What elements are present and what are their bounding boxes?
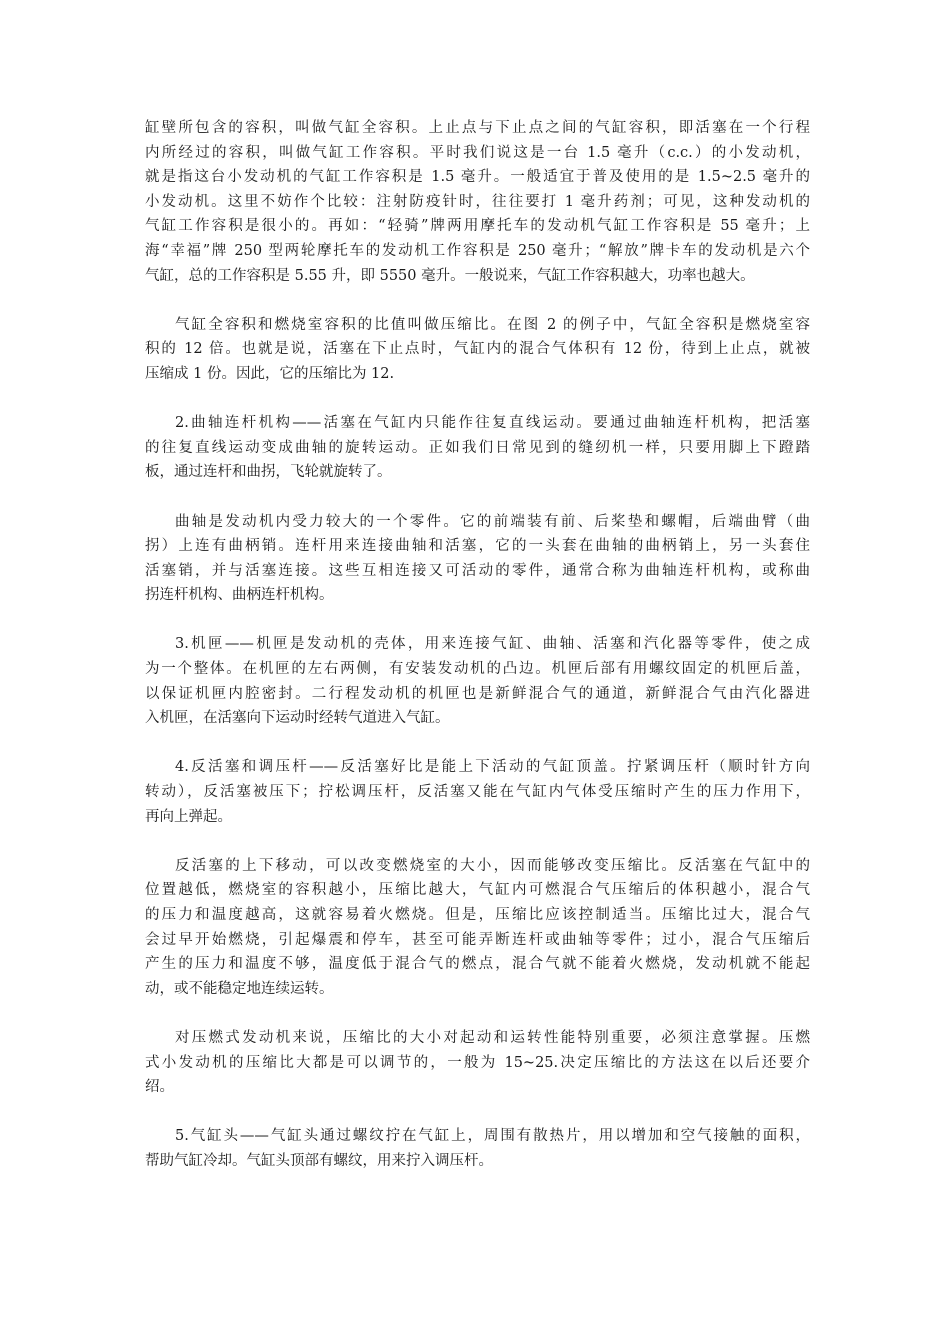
text-line: 位置越低，燃烧室的容积越小，压缩比越大，气缸内可燃混合气压缩后的体积越小，混合气 xyxy=(145,882,810,899)
text-line: 的往复直线运动变成曲轴的旋转运动。正如我们日常见到的缝纫机一样，只要用脚上下蹬踏 xyxy=(145,439,810,456)
text-line: 就是指这台小发动机的气缸工作容积是 1.5 毫升。一般适宜于普及使用的是 1.5~2.5 毫升的 xyxy=(145,169,810,186)
text-line: 内所经过的容积，叫做气缸工作容积。平时我们说这是一台 1.5 毫升（c.c.）的小发动机， xyxy=(145,144,810,161)
text-line: 板，通过连杆和曲拐，飞轮就旋转了。 xyxy=(145,464,392,481)
text-line: 拐连杆机构、曲柄连杆机构。 xyxy=(145,587,334,604)
document-page xyxy=(145,116,810,1198)
text-line: 压缩成 1 份。因此，它的压缩比为 12. xyxy=(145,365,395,382)
text-line: 气缸，总的工作容积是 5.55 升，即 5550 毫升。一般说来，气缸工作容积越大，功率也越大。 xyxy=(145,267,755,284)
text-line: 积的 12 倍。也就是说，活塞在下止点时，气缸内的混合气体积有 12 份，待到上止点，就被 xyxy=(145,341,810,358)
text-line: 式小发动机的压缩比大都是可以调节的，一般为 15~25.决定压缩比的方法这在以后还要介 xyxy=(145,1054,810,1071)
paragraph-compression-ratio xyxy=(145,313,810,387)
text-line: 帮助气缸冷却。气缸头顶部有螺纹，用来拧入调压杆。 xyxy=(145,1152,493,1169)
paragraph-contra-piston-effect xyxy=(145,854,810,1002)
text-line: 以保证机匣内腔密封。二行程发动机的机匣也是新鲜混合气的通道，新鲜混合气由汽化器进 xyxy=(145,685,810,702)
text-line: 的压力和温度越高，这就容易着火燃烧。但是，压缩比应该控制适当。压缩比过大，混合气 xyxy=(145,907,810,923)
text-line: 产生的压力和温度不够，温度低于混合气的燃点，混合气就不能着火燃烧，发动机就不能起 xyxy=(145,956,810,973)
paragraph-crankcase xyxy=(145,632,810,730)
text-line: 缸壁所包含的容积，叫做气缸全容积。上止点与下止点之间的气缸容积，即活塞在一个行程 xyxy=(145,120,810,136)
text-line: 活塞销，并与活塞连接。这些互相连接又可活动的零件，通常合称为曲轴连杆机构，或称曲 xyxy=(145,562,810,579)
text-line: 3.机匣——机匣是发动机的壳体，用来连接气缸、曲轴、活塞和汽化器等零件，使之成 xyxy=(175,636,810,653)
text-line: 转动），反活塞被压下；拧松调压杆，反活塞又能在气缸内气体受压缩时产生的压力作用下， xyxy=(145,784,810,801)
text-line: 再向上弹起。 xyxy=(145,808,232,825)
text-line: 对压燃式发动机来说，压缩比的大小对起动和运转性能特别重要，必须注意掌握。压燃 xyxy=(175,1029,810,1046)
paragraph-contra-piston xyxy=(145,755,810,829)
text-line: 动，或不能稳定地连续运转。 xyxy=(145,980,334,997)
text-line: 海“幸福”牌 250 型两轮摩托车的发动机工作容积是 250 毫升；“解放”牌卡车的发动机是六个 xyxy=(145,242,810,259)
text-line: 反活塞的上下移动，可以改变燃烧室的大小，因而能够改变压缩比。反活塞在气缸中的 xyxy=(175,857,810,874)
text-line: 小发动机。这里不妨作个比较：注射防疫针时，往往要打 1 毫升药剂；可见，这种发动机的 xyxy=(145,193,810,210)
text-line: 2.曲轴连杆机构——活塞在气缸内只能作往复直线运动。要通过曲轴连杆机构，把活塞 xyxy=(175,415,810,432)
paragraph-compression-ignition xyxy=(145,1026,810,1100)
text-line: 曲轴是发动机内受力较大的一个零件。它的前端装有前、后桨垫和螺帽，后端曲臂（曲 xyxy=(175,513,810,530)
text-line: 拐）上连有曲柄销。连杆用来连接曲轴和活塞，它的一头套在曲轴的曲柄销上，另一头套住 xyxy=(145,538,810,555)
text-line: 会过早开始燃烧，引起爆震和停车，甚至可能弄断连杆或曲轴等零件；过小，混合气压缩后 xyxy=(145,931,810,948)
text-line: 5.气缸头——气缸头通过螺纹拧在气缸上，周围有散热片，用以增加和空气接触的面积， xyxy=(175,1128,810,1145)
text-line: 绍。 xyxy=(145,1079,174,1096)
text-line: 为一个整体。在机匣的左右两侧，有安装发动机的凸边。机匣后部有用螺纹固定的机匣后盖， xyxy=(145,661,810,678)
text-line: 气缸工作容积是很小的。再如：“轻骑”牌两用摩托车的发动机气缸工作容积是 55 毫升；上 xyxy=(145,218,810,235)
paragraph-crankshaft-detail xyxy=(145,510,810,608)
text-line: 气缸全容积和燃烧室容积的比值叫做压缩比。在图 2 的例子中，气缸全容积是燃烧室容 xyxy=(175,316,810,333)
text-line: 4.反活塞和调压杆——反活塞好比是能上下活动的气缸顶盖。拧紧调压杆（顺时针方向 xyxy=(175,759,810,776)
text-line: 入机匣，在活塞向下运动时经转气道进入气缸。 xyxy=(145,710,450,727)
paragraph-crankshaft-mechanism xyxy=(145,411,810,485)
paragraph-cylinder-volume xyxy=(145,116,810,288)
paragraph-cylinder-head xyxy=(145,1124,810,1173)
